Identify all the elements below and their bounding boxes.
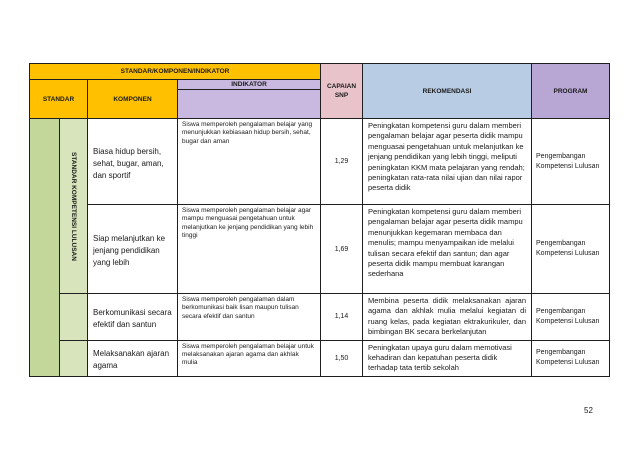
standar-fill-4 bbox=[60, 340, 88, 376]
header-capaian: CAPAIAN SNP bbox=[321, 64, 363, 119]
row-4-indikator: Siswa memperoleh pengalaman belajar untuk melaksanakan ajaran agama dan akhlak mulia bbox=[178, 340, 321, 376]
row-4-komponen: Melaksanakan ajaran agama bbox=[88, 340, 178, 376]
row-2-komponen: Siap melanjutkan ke jenjang pendidikan yang lebih bbox=[88, 205, 178, 294]
header-rekomendasi: REKOMENDASI bbox=[363, 64, 532, 119]
row-1-capaian: 1,29 bbox=[321, 119, 363, 205]
evaluation-table bbox=[29, 63, 610, 377]
standar-label: STANDAR KOMPETENSI LULUSAN bbox=[70, 151, 77, 261]
header-komponen: KOMPONEN bbox=[88, 80, 178, 119]
row-3-rekomendasi: Membina peserta didik melaksanakan ajaran agama dan akhlak mulia melalui kegiatan di ruang kelas, pada kegiatan ektrakurikuler, dan bimbingan BK secara berkelanjutan bbox=[363, 294, 532, 341]
row-2-capaian: 1,69 bbox=[321, 205, 363, 294]
standar-fill-3 bbox=[60, 294, 88, 341]
row-2-program: Pengembangan Kompetensi Lulusan bbox=[532, 205, 610, 294]
row-1-program: Pengembangan Kompetensi Lulusan bbox=[532, 119, 610, 205]
row-4-rekomendasi: Peningkatan upaya guru dalam memotivasi kehadiran dan kepatuhan peserta didik terhadap tata tertib sekolah bbox=[363, 340, 532, 376]
header-indikator: INDIKATOR bbox=[178, 80, 321, 90]
header-standar: STANDAR bbox=[30, 80, 88, 119]
row-3-program: Pengembangan Kompetensi Lulusan bbox=[532, 294, 610, 341]
header-program: PROGRAM bbox=[532, 64, 610, 119]
standar-label-cell bbox=[60, 119, 88, 294]
row-1-rekomendasi: Peningkatan kompetensi guru dalam memberi pengalaman belajar agar peserta didik mampu menguasai pengetahuan untuk melanjutkan ke jenjang pendidikan yang lebih tinggi, meliputi peningkatan KKM mata pelajaran yang rendah; peningkatan rata-rata nilai ujian dan nilai rapor peserta didik bbox=[363, 119, 532, 205]
header-indikator-fill bbox=[178, 90, 321, 119]
row-1-komponen: Biasa hidup bersih, sehat, bugar, aman, dan sportif bbox=[88, 119, 178, 205]
row-3-indikator: Siswa memperoleh pengalaman dalam berkomunikasi baik lisan maupun tulisan secara efektif dan santun bbox=[178, 294, 321, 341]
row-2-indikator: Siswa memperoleh pengalaman belajar agar mampu menguasai pengetahuan untuk melanjutkan ke jenjang pendidikan yang lebih tinggi bbox=[178, 205, 321, 294]
row-4-program: Pengembangan Kompetensi Lulusan bbox=[532, 340, 610, 376]
standar-column bbox=[30, 119, 60, 377]
row-3-capaian: 1,14 bbox=[321, 294, 363, 341]
row-4-capaian: 1,50 bbox=[321, 340, 363, 376]
row-1-indikator: Siswa memperoleh pengalaman belajar yang menunjukkan kebiasaan hidup bersih, sehat, bugar dan aman bbox=[178, 119, 321, 205]
page-number: 52 bbox=[584, 406, 593, 415]
row-3-komponen: Berkomunikasi secara efektif dan santun bbox=[88, 294, 178, 341]
header-group: STANDAR/KOMPONEN/INDIKATOR bbox=[30, 64, 321, 80]
row-2-rekomendasi: Peningkatan kompetensi guru dalam memberi pengalaman belajar agar peserta didik mampu menunjukkan kegemaran membaca dan menulis; mampu menyampaikan ide melalui tulisan secara efektif dan santun; dan agar peserta didik mampu membuat karangan sederhana bbox=[363, 205, 532, 294]
